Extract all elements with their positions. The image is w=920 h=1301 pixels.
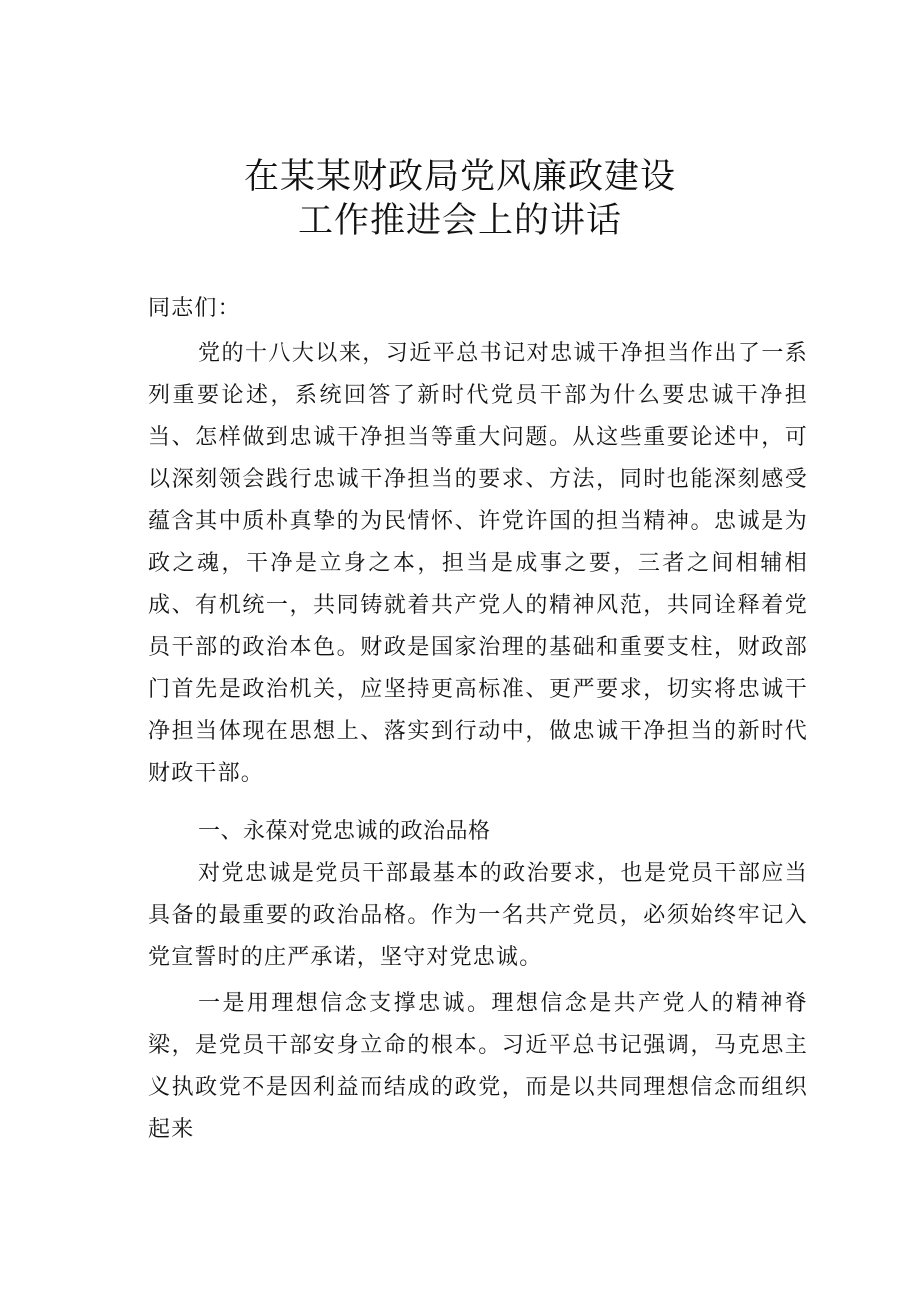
document-title-line-2: 工作推进会上的讲话 [297, 201, 622, 241]
section-heading-1: 一、永葆对党忠诚的政治品格 [198, 819, 491, 844]
paragraph-ideals: 一是用理想信念支撑忠诚。理想信念是共产党人的精神脊梁，是党员干部安身立命的根本。习近平总书记强调，马克思主义执政党不是因利益而结成的政党，而是以共同理想信念而组织起来 [148, 991, 808, 1142]
paragraph-loyalty: 对党忠诚是党员干部最基本的政治要求，也是党员干部应当具备的最重要的政治品格。作为一名共产党员，必须始终牢记入党宣誓时的庄严承诺，坚守对党忠诚。 [148, 861, 808, 970]
salutation: 同志们： [148, 296, 241, 321]
paragraph-intro: 党的十八大以来，习近平总书记对忠诚干净担当作出了一系列重要论述，系统回答了新时代党员干部为什么要忠诚干净担当、怎样做到忠诚干净担当等重大问题。从这些重要论述中，可以深刻领会践行忠诚干净担当的要求、方法，同时也能深刻感受蕴含其中质朴真挚的为民情怀、许党许国的担当精神。忠诚是为政之魂，干净是立身之本，担当是成事之要，三者之间相辅相成、有机统一，共同铸就着共产党人的精神风范，共同诠释着党员干部的政治本色。财政是国家治理的基础和重要支柱，财政部门首先是政治机关，应坚持更高标准、更严要求，切实将忠诚干净担当体现在思想上、落实到行动中，做忠诚干净担当的新时代财政干部。 [148, 341, 808, 786]
document-title-line-1: 在某某财政局党风廉政建设 [243, 157, 676, 197]
